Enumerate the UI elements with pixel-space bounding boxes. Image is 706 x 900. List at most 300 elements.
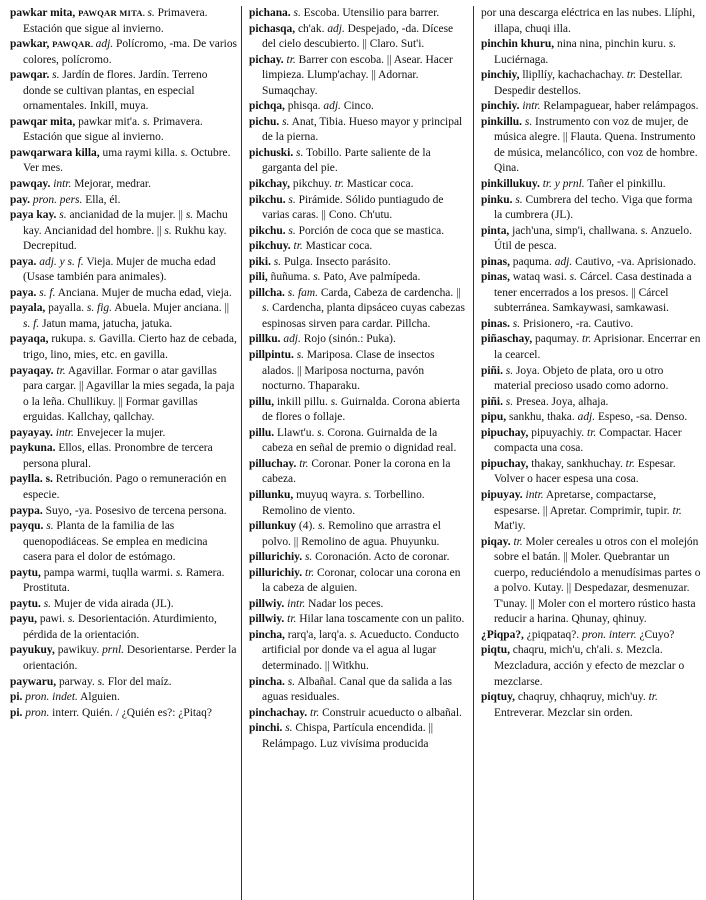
entry-headword: pinas, xyxy=(481,255,513,268)
entry-text: Destellar. Despedir destellos. xyxy=(494,69,683,97)
entry-text: Flor del maíz. xyxy=(104,675,172,688)
dictionary-entry xyxy=(249,395,469,426)
entry-grammar: s. xyxy=(97,675,105,688)
entry-headword: piñi. xyxy=(481,395,506,408)
entry-text: ¿piqpataq?. xyxy=(526,628,583,641)
column-2 xyxy=(241,6,473,900)
entry-headword: pichay. xyxy=(249,53,287,66)
entry-grammar: intr. xyxy=(525,488,544,501)
entry-text: pawkar mit'a. xyxy=(78,115,143,128)
entry-headword: pinas, xyxy=(481,271,513,284)
entry-text: payalla. xyxy=(48,302,87,315)
dictionary-entry xyxy=(10,115,237,146)
entry-grammar: tr. y prnl. xyxy=(542,178,585,191)
dictionary-entry xyxy=(249,721,469,752)
dictionary-entry xyxy=(10,37,237,68)
entry-text: Chispa, Partícula encendida. || Relámpago. Luz vivísima producida xyxy=(262,722,434,750)
entry-headword: payaqay. xyxy=(10,364,57,377)
entry-text: Cumbrera del techo. Viga que forma la cumbrera (JL). xyxy=(494,193,693,222)
entry-text: Retribución. Pago o remuneración en especie. xyxy=(23,473,227,501)
dictionary-entry xyxy=(481,37,702,68)
entry-headword: payala, xyxy=(10,302,49,315)
entry-text: Nadar los peces. xyxy=(305,597,384,610)
entry-grammar: s. xyxy=(317,520,326,533)
entry-grammar: tr. xyxy=(299,457,309,470)
entry-grammar: s. xyxy=(52,69,60,82)
entry-headword: pinas. xyxy=(481,317,513,330)
entry-grammar: s. xyxy=(640,224,649,237)
entry-headword: paypa. xyxy=(10,504,46,517)
entry-headword: piqtu, xyxy=(481,644,513,657)
dictionary-entry xyxy=(10,690,237,706)
entry-headword: pipuchay, xyxy=(481,457,532,470)
entry-headword: pikchu. xyxy=(249,224,289,237)
entry-headword: pillcha. xyxy=(249,286,288,299)
entry-grammar: adj. y s. f. xyxy=(39,255,84,268)
entry-headword: pipuyay. xyxy=(481,488,526,501)
entry-headword: pipu, xyxy=(481,411,509,424)
entry-headword: pillurichiy. xyxy=(249,566,305,579)
entry-text: Compactar. Hacer compacta una cosa. xyxy=(494,426,682,455)
entry-text: Construir acueducto o albañal. xyxy=(319,706,462,719)
entry-grammar: tr. xyxy=(672,504,682,517)
entry-text: Entreverar. Mezclar sin orden. xyxy=(494,706,633,719)
dictionary-entry xyxy=(481,364,702,395)
entry-headword: pinta, xyxy=(481,224,513,237)
entry-grammar: s. xyxy=(364,488,372,501)
entry-text: Relampaguear, haber relámpagos. xyxy=(540,100,699,113)
dictionary-entry xyxy=(10,6,237,37)
entry-text: Pirámide. Sólido puntiagudo de varias caras. || Cono. Ch'utu. xyxy=(262,193,444,222)
entry-text: Suyo, -ya. Posesivo de tercena persona. xyxy=(45,504,227,517)
entry-text: Escoba. Utensilio para barrer. xyxy=(300,7,440,19)
dictionary-entry xyxy=(10,472,237,503)
entry-text: Coronar. Poner la corona en la cabeza. xyxy=(262,457,451,486)
dictionary-entry xyxy=(249,22,469,53)
entry-grammar: s. xyxy=(505,364,514,377)
entry-variant: PAWQAR. xyxy=(52,39,96,50)
entry-text: Masticar coca. xyxy=(343,178,414,191)
entry-grammar: intr. xyxy=(522,100,541,113)
entry-headword: pillurichiy. xyxy=(249,551,305,564)
entry-text: Cinco. xyxy=(340,100,374,113)
entry-headword: piqtuy, xyxy=(481,691,518,704)
entry-text: Ramera. Prostituta. xyxy=(23,566,225,595)
entry-text: ancianidad de la mujer. || xyxy=(66,209,186,222)
entry-text: rukupa. xyxy=(51,333,89,346)
dictionary-entry xyxy=(10,504,237,520)
dictionary-entry xyxy=(10,519,237,566)
dictionary-entry xyxy=(10,597,237,613)
entry-text: Mariposa. Clase de insectos alados. || Mariposa nocturna, pavón nocturno. Thaparaku. xyxy=(262,349,435,393)
entry-headword: pichu. xyxy=(249,115,283,128)
dictionary-entry xyxy=(10,675,237,691)
entry-grammar: s. xyxy=(164,224,172,237)
entry-text: Anzuelo. Útil de pesca. xyxy=(494,224,692,253)
dictionary-entry xyxy=(481,628,702,644)
entry-text: Alguien. xyxy=(77,691,120,704)
entry-text: Jatun mama, jatucha, jatuka. xyxy=(39,317,173,330)
entry-text: Acueducto. Conducto artificial por donde va el agua al lugar determinado. || Witkhu. xyxy=(262,628,459,672)
entry-headword: pinchi. xyxy=(249,722,286,735)
entry-variant: PAWQAR MITA. xyxy=(78,8,148,18)
entry-text: Mejorar, medrar. xyxy=(71,178,151,191)
entry-text: Espesar. Volver o hacer espesa una cosa. xyxy=(494,457,676,486)
entry-headword: payukuy, xyxy=(10,644,58,657)
entry-text: Jardín de flores. Jardín. Terreno donde se cultivan plantas, en especial ornamentales. Inkill, muya. xyxy=(23,69,208,113)
entry-grammar: s. xyxy=(287,675,296,688)
entry-text: Espeso, -sa. Denso. xyxy=(595,411,688,424)
column-1 xyxy=(0,6,241,900)
dictionary-entry xyxy=(249,193,469,224)
entry-text: Machu kay. Ancianidad del hombre. || xyxy=(23,209,228,237)
dictionary-entry xyxy=(249,612,469,628)
dictionary-entry xyxy=(249,53,469,100)
entry-text: Prisionero, -ra. Cautivo. xyxy=(520,317,634,330)
entry-text: inkill pillu. xyxy=(276,395,331,408)
entry-headword: paytu. xyxy=(10,597,44,610)
entry-headword: pi. xyxy=(10,691,26,704)
entry-headword: pinchin khuru, xyxy=(481,38,557,51)
entry-headword: pichqa, xyxy=(249,100,288,113)
entry-text: Joya. Objeto de plata, oro u otro material precioso usado como adorno. xyxy=(494,364,669,393)
entry-grammar: s. xyxy=(59,209,67,222)
entry-grammar: s. xyxy=(147,7,155,19)
dictionary-entry xyxy=(481,224,702,255)
dictionary-entry xyxy=(249,628,469,675)
entry-text: ch'ak. xyxy=(297,22,328,35)
entry-grammar: pron. pers. xyxy=(32,193,83,206)
entry-text: Tañer el pinkillu. xyxy=(584,178,666,191)
entry-headword: pincha. xyxy=(249,675,288,688)
entry-headword: pikchay, xyxy=(249,178,293,191)
entry-text: Pulga. Insecto parásito. xyxy=(281,255,391,268)
entry-headword: payayay. xyxy=(10,426,56,439)
entry-headword: pi. xyxy=(10,706,26,719)
entry-grammar: pron. interr. xyxy=(582,628,637,641)
entry-text: sankhu, thaka. xyxy=(508,411,578,424)
entry-text: Agavillar. Formar o atar gavillas para cargar. || Agavillar la mies segada, la paja o la leña. Chullikuy. || Formar gavillas erguidas. Kallchay, qallchay. xyxy=(23,364,235,424)
dictionary-entry xyxy=(10,364,237,426)
entry-grammar: s. xyxy=(512,317,521,330)
entry-headword: pincha, xyxy=(249,628,288,641)
entry-text: Apretarse, compactarse, espesarse. || Apretar. Comprimir, tupir. xyxy=(494,488,673,517)
entry-headword: paywaru, xyxy=(10,675,59,688)
entry-text: pawi. xyxy=(39,613,68,626)
dictionary-entry xyxy=(249,270,469,286)
dictionary-entry xyxy=(249,115,469,146)
entry-grammar: s. xyxy=(43,597,51,610)
entry-text: Albañal. Canal que da salida a las aguas residuales. xyxy=(262,675,452,704)
entry-grammar: tr. xyxy=(626,69,637,82)
entry-grammar: s. f. xyxy=(39,286,56,299)
entry-grammar: tr. xyxy=(304,566,315,579)
entry-grammar: s. xyxy=(293,7,301,19)
entry-grammar: prnl. xyxy=(102,644,124,657)
dictionary-entry xyxy=(481,193,702,224)
entry-headword: piñi. xyxy=(481,364,506,377)
entry-text: Masticar coca. xyxy=(302,240,373,253)
entry-grammar: s. xyxy=(515,193,523,206)
dictionary-entry xyxy=(481,643,702,690)
entry-text: wataq wasi. xyxy=(512,271,570,284)
entry-text: Abuela. Mujer anciana. || xyxy=(112,302,230,315)
entry-grammar: s. xyxy=(330,395,338,408)
entry-grammar: s. xyxy=(282,115,290,128)
entry-grammar: adj. xyxy=(327,22,345,35)
entry-headword: paya. xyxy=(10,286,40,299)
entry-text: Gavilla. Cierto haz de cebada, trigo, lino, mies, etc. en gavilla. xyxy=(23,333,237,362)
dictionary-entry xyxy=(481,457,702,488)
entry-headword: pawkar, xyxy=(10,38,53,51)
entry-headword: pikchuy. xyxy=(249,240,294,253)
entry-headword: pipuchay, xyxy=(481,426,532,439)
entry-headword: pawqay. xyxy=(10,178,54,191)
entry-grammar: s. xyxy=(185,209,194,222)
entry-grammar: intr. xyxy=(55,426,74,439)
entry-headword: payaqa, xyxy=(10,333,52,346)
dictionary-entry xyxy=(249,99,469,115)
entry-text: Presea. Joya, alhaja. xyxy=(513,395,609,408)
entry-text: Instrumento con voz de mujer, de música alegre. || Flauta. Quena. Instrumento de música, melancólico, con voz de hombre. Qina. xyxy=(494,115,698,175)
dictionary-entry xyxy=(10,286,237,302)
entry-headword: ¿Piqpa?, xyxy=(481,628,527,641)
entry-text: Pato, Ave palmípeda. xyxy=(320,271,421,284)
dictionary-entry xyxy=(481,270,702,317)
entry-text: Primavera. Estación que sigue al invierno. xyxy=(23,7,208,35)
entry-headword: pillu, xyxy=(249,395,277,408)
dictionary-entry xyxy=(10,68,237,115)
dictionary-entry xyxy=(249,146,469,177)
entry-text: rarq'a, larq'a. xyxy=(287,628,350,641)
entry-text: Cárcel. Casa destinada a tener encerrados a los presos. || Cárcel subterránea. Samkaywasi, samkawasi. xyxy=(494,271,692,315)
entry-grammar: s. xyxy=(142,115,151,128)
entry-grammar: s. f. xyxy=(23,317,40,330)
entry-headword: paya kay. xyxy=(10,209,60,222)
entry-text: ñuñuma. xyxy=(270,271,314,284)
entry-text: Remolino que arrastra el polvo. || Remolino de agua. Phuyunku. xyxy=(262,520,441,548)
entry-text: llipllíy, kachachachay. xyxy=(522,69,627,82)
dictionary-entry xyxy=(10,706,237,722)
dictionary-entry xyxy=(10,643,237,674)
dictionary-entry xyxy=(481,488,702,535)
entry-text: paquma. xyxy=(512,255,555,268)
entry-text: Rojo (sinón.: Puka). xyxy=(300,333,396,346)
entry-text: Cautivo, -va. Aprisionado. xyxy=(572,255,697,268)
entry-text: uma raymi killa. xyxy=(102,146,181,159)
entry-headword: pillwiy. xyxy=(249,597,288,610)
entry-headword: pillwiy. xyxy=(249,613,288,626)
entry-headword: paykuna. xyxy=(10,442,59,455)
entry-text: Moler cereales u otros con el molejón sobre el batán. || Moler. Quebrantar un cuerpo, reduciéndolo a menudísimas partes o a polvo. Kutay. || Despedazar, desmenuzar. T'unay. || Moler con el mortero rústico hasta reducir a harina. Qhunay, qhinuy. xyxy=(494,535,701,626)
entry-grammar: tr. xyxy=(648,691,658,704)
entry-grammar: s. xyxy=(304,551,313,564)
dictionary-entry xyxy=(249,519,469,550)
entry-text: chaqruy, chhaqruy, mich'uy. xyxy=(517,691,649,704)
entry-headword: pillku. xyxy=(249,333,284,346)
entry-text: por una descarga eléctrica en las nubes. Llíphi, illapa, chuqi illa. xyxy=(481,7,696,35)
entry-text: jach'una, simp'i, challwana. xyxy=(512,224,641,237)
dictionary-entry xyxy=(481,255,702,271)
entry-grammar: s. xyxy=(296,146,304,159)
entry-headword: pikchu. xyxy=(249,193,289,206)
dictionary-entry xyxy=(481,535,702,628)
dictionary-entry xyxy=(481,177,702,193)
dictionary-entry xyxy=(10,332,237,363)
entry-text: pikchuy. xyxy=(292,178,335,191)
dictionary-entry xyxy=(10,612,237,643)
entry-text: Mujer de vida airada (JL). xyxy=(51,597,174,610)
entry-headword: pinchiy, xyxy=(481,69,523,82)
entry-text: paqumay. xyxy=(535,333,582,346)
entry-text: Tobillo. Parte saliente de la garganta del pie. xyxy=(262,146,431,175)
entry-grammar: adj. xyxy=(577,411,596,424)
dictionary-entry xyxy=(249,224,469,240)
entry-grammar: adj. xyxy=(95,38,114,51)
dictionary-entry xyxy=(249,286,469,333)
dictionary-entry xyxy=(249,177,469,193)
entry-grammar: s. xyxy=(569,271,577,284)
entry-text: Porción de coca que se mastica. xyxy=(295,224,445,237)
entry-grammar: intr. xyxy=(287,597,306,610)
entry-headword: pillu. xyxy=(249,426,277,439)
dictionary-entry xyxy=(10,255,237,286)
entry-grammar: tr. xyxy=(293,240,303,253)
entry-headword: piñaschay, xyxy=(481,333,536,346)
entry-grammar: tr. xyxy=(513,535,523,548)
entry-grammar: s. xyxy=(317,426,325,439)
dictionary-entry xyxy=(249,550,469,566)
entry-grammar: s. xyxy=(88,333,97,346)
dictionary-entry xyxy=(10,193,237,209)
entry-text: Despejado, -da. Dícese del cielo descubierto. || Claro. Sut'i. xyxy=(262,22,454,51)
entry-grammar: s. xyxy=(616,644,624,657)
entry-grammar: s. fam. xyxy=(287,286,318,299)
entry-headword: pillpintu. xyxy=(249,349,297,362)
dictionary-entry xyxy=(10,301,237,332)
entry-grammar: tr. xyxy=(310,706,320,719)
entry-headword: pawqar mita, xyxy=(10,115,79,128)
entry-grammar: pron. indet. xyxy=(25,691,78,704)
entry-grammar: s. xyxy=(46,520,54,533)
dictionary-entry xyxy=(249,332,469,348)
entry-grammar: s. xyxy=(349,628,358,641)
entry-text: pipuyachiy. xyxy=(531,426,588,439)
entry-headword: pinkillukuy. xyxy=(481,178,543,191)
column-3 xyxy=(473,6,706,900)
entry-grammar: intr. xyxy=(53,178,72,191)
dictionary-entry xyxy=(481,690,702,721)
entry-text: Desorientarse. Perder la orientación. xyxy=(23,644,237,672)
entry-text: phisqa. xyxy=(287,100,324,113)
entry-headword: pay. xyxy=(10,193,33,206)
dictionary-entry xyxy=(481,410,702,426)
entry-headword: pillunku, xyxy=(249,488,297,501)
entry-grammar: s. fig. xyxy=(86,302,112,315)
entry-grammar: adj. xyxy=(323,100,341,113)
dictionary-entry xyxy=(10,426,237,442)
entry-grammar: s. xyxy=(285,722,293,735)
entry-text: Anat, Tibia. Hueso mayor y principal de la pierna. xyxy=(262,115,463,144)
dictionary-entry xyxy=(10,566,237,597)
entry-grammar: s. xyxy=(288,224,296,237)
entry-text: Mezcla. Mezcladura, acción y efecto de mezclar o mezclarse. xyxy=(494,644,685,688)
entry-grammar: tr. xyxy=(581,333,592,346)
entry-text: Rukhu kay. Decrepitud. xyxy=(23,224,227,253)
entry-headword: piqay. xyxy=(481,535,514,548)
dictionary-entry xyxy=(249,348,469,395)
dictionary-entry xyxy=(249,597,469,613)
dictionary-entry xyxy=(10,146,237,177)
entry-text: Octubre. Ver mes. xyxy=(23,146,231,175)
entry-headword: piki. xyxy=(249,255,274,268)
entry-grammar: adj. xyxy=(554,255,573,268)
entry-grammar: s. xyxy=(273,255,282,268)
entry-text: (4). xyxy=(298,520,318,533)
entry-headword: pawkar mita, xyxy=(10,7,79,19)
entry-text: Barrer con escoba. || Asear. Hacer limpieza. Llump'achay. || Adornar. Sumaqchay. xyxy=(262,53,453,97)
dictionary-entry xyxy=(10,441,237,472)
entry-text: Primavera. Estación que sigue al invierno. xyxy=(23,115,203,144)
dictionary-entry xyxy=(10,208,237,255)
entry-grammar: s. xyxy=(288,193,296,206)
entry-headword: pinku. xyxy=(481,193,516,206)
entry-headword: pillunkuy xyxy=(249,520,299,533)
dictionary-entry xyxy=(481,115,702,177)
dictionary-entry xyxy=(249,255,469,271)
entry-grammar: tr. xyxy=(334,178,344,191)
dictionary-entry xyxy=(249,6,469,22)
dictionary-entry xyxy=(249,488,469,519)
entry-grammar: s. xyxy=(180,146,188,159)
entry-headword: pinchachay. xyxy=(249,706,311,719)
entry-grammar: s. xyxy=(524,115,533,128)
dictionary-entry xyxy=(249,426,469,457)
entry-grammar: s. xyxy=(505,395,514,408)
entry-text: thakay, sankhuchay. xyxy=(531,457,626,470)
dictionary-entry xyxy=(249,675,469,706)
entry-grammar: s. xyxy=(296,349,304,362)
dictionary-entry xyxy=(10,177,237,193)
entry-text: Luciérnaga. xyxy=(494,53,549,66)
entry-headword: pinchiy. xyxy=(481,100,523,113)
entry-text: nina nina, pinchin kuru. xyxy=(556,38,669,51)
entry-text: Mat'iy. xyxy=(494,520,526,533)
entry-headword: payqu. xyxy=(10,520,47,533)
entry-text: pampa warmi, tuqlla warmi. xyxy=(43,566,176,579)
entry-grammar: tr. xyxy=(625,457,635,470)
dictionary-entry xyxy=(481,6,702,37)
entry-grammar: tr. xyxy=(587,426,597,439)
entry-text: chaqru, mich'u, ch'ali. xyxy=(512,644,617,657)
entry-headword: pili, xyxy=(249,271,271,284)
entry-text: Hilar lana toscamente con un palito. xyxy=(296,613,465,626)
entry-text: parway. xyxy=(58,675,98,688)
entry-grammar: adj. xyxy=(283,333,301,346)
dictionary-entry xyxy=(481,332,702,363)
dictionary-entry xyxy=(481,68,702,99)
entry-text: pawikuy. xyxy=(57,644,103,657)
entry-headword: paylla. s. xyxy=(10,473,56,486)
entry-text: Carda, Cabeza de cardencha. || xyxy=(317,286,461,299)
entry-headword: pawqar. xyxy=(10,69,53,82)
entry-text: Guirnalda. Corona abierta de flores o follaje. xyxy=(262,395,460,424)
entry-text: ¿Cuyo? xyxy=(636,628,675,641)
entry-grammar: s. xyxy=(668,38,677,51)
entry-grammar: s. xyxy=(262,302,270,315)
entry-headword: paya. xyxy=(10,255,40,268)
entry-text: Planta de la familia de las quenopodiáceas. Se emplea en medicina casera para el dolor de estómago. xyxy=(23,520,208,564)
